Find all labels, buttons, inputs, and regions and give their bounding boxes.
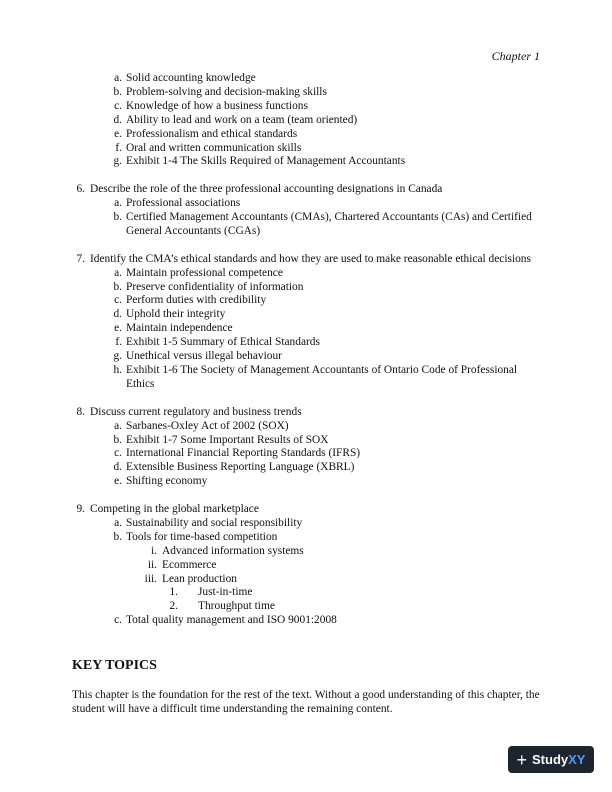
outline-item-text: Maintain independence bbox=[126, 322, 233, 335]
outline-item-text: Problem-solving and decision-making skills bbox=[126, 85, 327, 98]
outline-item bbox=[72, 142, 542, 156]
outline-item-text: Certified Management Accountants (CMAs), Chartered Accountants (CAs) and Certified General Accountants (CGAs) bbox=[126, 211, 532, 237]
outline-item-label: f. bbox=[115, 141, 122, 154]
outline-item bbox=[72, 308, 542, 322]
section-gap bbox=[72, 239, 542, 253]
outline-item-label: c. bbox=[114, 99, 122, 112]
outline-item-label: g. bbox=[113, 155, 122, 168]
outline-item-text: Advanced information systems bbox=[162, 544, 304, 557]
outline-item bbox=[72, 336, 542, 350]
outline-item-text: Knowledge of how a business functions bbox=[126, 99, 308, 112]
chapter-outline bbox=[72, 72, 542, 628]
outline-item bbox=[72, 100, 542, 114]
outline-item bbox=[72, 503, 542, 517]
outline-item-label: 2. bbox=[169, 600, 178, 613]
outline-item-text: Throughput time bbox=[198, 600, 275, 613]
studyxy-badge[interactable] bbox=[508, 746, 594, 773]
outline-item bbox=[72, 183, 542, 197]
plus-icon: + bbox=[516, 749, 528, 770]
outline-item bbox=[72, 197, 542, 211]
outline-item bbox=[72, 72, 542, 86]
outline-item-label: a. bbox=[114, 197, 122, 210]
outline-item-label: 9. bbox=[76, 503, 85, 516]
outline-item bbox=[72, 517, 542, 531]
outline-item-text: Just-in-time bbox=[198, 586, 253, 599]
outline-item bbox=[72, 447, 542, 461]
outline-item-label: a. bbox=[114, 266, 122, 279]
outline-item bbox=[72, 350, 542, 364]
outline-item-text: Discuss current regulatory and business trends bbox=[90, 405, 302, 418]
outline-item-text: Solid accounting knowledge bbox=[126, 72, 256, 84]
outline-item bbox=[72, 600, 542, 614]
outline-item-text: Shifting economy bbox=[126, 475, 208, 488]
outline-item bbox=[72, 211, 542, 239]
outline-item-label: d. bbox=[113, 461, 122, 474]
outline-item-label: b. bbox=[113, 530, 122, 543]
section-gap bbox=[72, 489, 542, 503]
outline-item-label: d. bbox=[113, 308, 122, 321]
outline-item-label: c. bbox=[114, 614, 122, 627]
outline-item bbox=[72, 253, 542, 267]
outline-item bbox=[72, 586, 542, 600]
outline-item bbox=[72, 86, 542, 100]
outline-item bbox=[72, 614, 542, 628]
outline-item-label: 6. bbox=[76, 183, 85, 196]
outline-item bbox=[72, 294, 542, 308]
outline-item-text: Total quality management and ISO 9001:2008 bbox=[126, 614, 337, 627]
outline-item bbox=[72, 281, 542, 295]
outline-item bbox=[72, 475, 542, 489]
outline-item-text: Exhibit 1-5 Summary of Ethical Standards bbox=[126, 336, 320, 349]
brand-study: Study bbox=[532, 751, 569, 767]
outline-item-label: 7. bbox=[76, 252, 85, 265]
outline-item bbox=[72, 461, 542, 475]
outline-item-text: Uphold their integrity bbox=[126, 308, 226, 321]
outline-item-text: Extensible Business Reporting Language (XBRL) bbox=[126, 461, 355, 474]
outline-item-label: a. bbox=[114, 419, 122, 432]
outline-item-label: e. bbox=[114, 127, 122, 140]
outline-item-label: 8. bbox=[76, 405, 85, 418]
outline-item-label: ii. bbox=[147, 558, 157, 571]
outline-item-label: e. bbox=[114, 322, 122, 335]
outline-item-text: Oral and written communication skills bbox=[126, 141, 302, 154]
outline-item-text: Ability to lead and work on a team (team oriented) bbox=[126, 113, 358, 126]
outline-item-text: Perform duties with credibility bbox=[126, 294, 267, 307]
key-topics-heading: KEY TOPICS bbox=[72, 658, 157, 673]
outline-item-text: International Financial Reporting Standards (IFRS) bbox=[126, 447, 361, 460]
outline-item bbox=[72, 573, 542, 587]
outline-item-label: d. bbox=[113, 113, 122, 126]
outline-item-label: i. bbox=[150, 544, 157, 557]
outline-item-text: Professional associations bbox=[126, 197, 241, 210]
outline-item-label: h. bbox=[113, 364, 122, 376]
outline-item bbox=[72, 114, 542, 128]
outline-item bbox=[72, 434, 542, 448]
outline-item-label: e. bbox=[114, 475, 122, 488]
outline-item-text: Sarbanes-Oxley Act of 2002 (SOX) bbox=[126, 419, 289, 432]
outline-item-label: b. bbox=[113, 280, 122, 293]
outline-item bbox=[72, 364, 542, 392]
outline-item-text: Exhibit 1-4 The Skills Required of Management Accountants bbox=[126, 155, 406, 168]
outline-item-text: Exhibit 1-7 Some Important Results of SOX bbox=[126, 433, 329, 446]
section-gap bbox=[72, 169, 542, 183]
outline-item bbox=[72, 322, 542, 336]
outline-item-label: f. bbox=[115, 336, 122, 349]
outline-item-text: Competing in the global marketplace bbox=[90, 503, 259, 516]
outline-item-text: Exhibit 1-6 The Society of Management Accountants of Ontario Code of Professional Ethics bbox=[126, 364, 518, 390]
outline-item-text: Describe the role of the three professional accounting designations in Canada bbox=[90, 183, 443, 196]
key-topics-paragraph: This chapter is the foundation for the rest of the text. Without a good understanding of this chapter, the student will have a difficult time understanding the remaining content. bbox=[72, 689, 540, 715]
outline-item-text: Maintain professional competence bbox=[126, 266, 283, 279]
outline-item bbox=[72, 155, 542, 169]
outline-item-label: a. bbox=[114, 72, 122, 84]
outline-item-text: Unethical versus illegal behaviour bbox=[126, 350, 282, 363]
outline-item-text: Ecommerce bbox=[162, 558, 217, 571]
outline-item-label: b. bbox=[113, 211, 122, 224]
outline-item bbox=[72, 406, 542, 420]
outline-item-text: Tools for time-based competition bbox=[126, 530, 278, 543]
brand-xy: XY bbox=[568, 751, 586, 767]
outline-item-label: b. bbox=[113, 433, 122, 446]
outline-item-label: c. bbox=[114, 294, 122, 307]
outline-item-label: a. bbox=[114, 516, 122, 529]
outline-item-label: c. bbox=[114, 447, 122, 460]
outline-item-text: Professionalism and ethical standards bbox=[126, 127, 298, 140]
outline-item bbox=[72, 531, 542, 545]
outline-item bbox=[72, 420, 542, 434]
outline-item-label: iii. bbox=[144, 572, 157, 585]
outline-item bbox=[72, 545, 542, 559]
outline-item-label: 1. bbox=[169, 586, 178, 599]
outline-item-text: Lean production bbox=[162, 572, 237, 585]
chapter-header: Chapter 1 bbox=[491, 49, 540, 63]
outline-item-text: Sustainability and social responsibility bbox=[126, 516, 303, 529]
outline-item bbox=[72, 267, 542, 281]
outline-item-text: Preserve confidentiality of information bbox=[126, 280, 304, 293]
outline-item-text: Identify the CMA’s ethical standards and how they are used to make reasonable ethical decisions bbox=[90, 252, 531, 265]
outline-item-label: g. bbox=[113, 350, 122, 363]
outline-item bbox=[72, 559, 542, 573]
section-gap bbox=[72, 392, 542, 406]
outline-item-label: b. bbox=[113, 85, 122, 98]
outline-item bbox=[72, 128, 542, 142]
